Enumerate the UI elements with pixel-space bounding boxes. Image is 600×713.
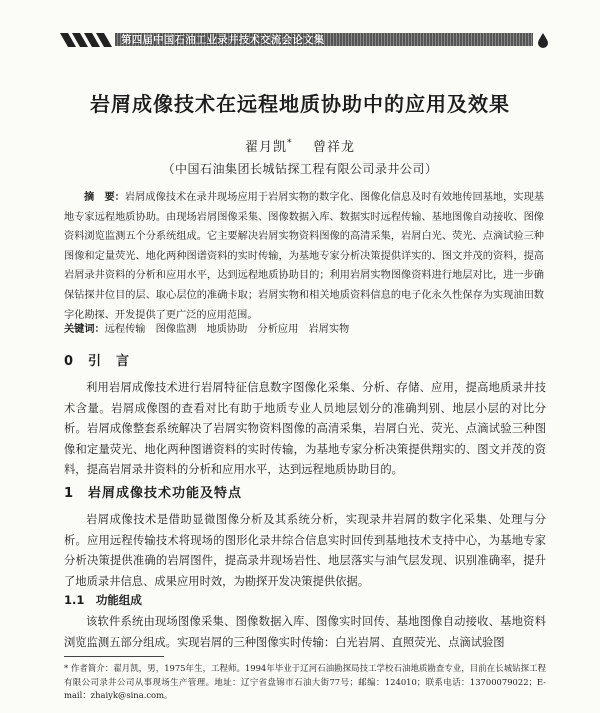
header-slashes-icon [60,33,120,47]
intro-paragraph: 利用岩屑成像技术进行岩屑特征信息数字图像化采集、分析、存储、应用，提高地质录井技术含量。岩屑成像图的查看对比有助于地质专业人员地层划分的准确判别、地层小层的对比分析。岩屑成像整套系统解决了岩屑实物资料图像的高清采集，岩屑白光、荧光、点滴试验三种图像和定量荧光、地化两种图谱资料的实时传输，为基地专家分析决策提供翔实的、图文并茂的资料，提高岩屑录井资料的分析和应用水平，达到远程地质协助目的。 [64,381,546,476]
author-footnote: * 作者简介：翟月凯，男，1975年生，工程师。1994年毕业于辽河石油勘探局技工学校石油地质勘查专业，目前在长城钻探工程有限公司录井公司从事现场生产管理。地址：辽宁省盘锦市石油大街77号；邮编：124010；联系电话：13700079022；E-mail：zhaiyk@sina.com。 [64,663,546,700]
author-name: 翟月凯 [244,140,287,155]
author-footnote-mark: * [286,138,293,149]
abstract-label: 摘 要： [84,192,125,203]
article-title: 岩屑成像技术在远程地质协助中的应用及效果 [90,92,510,116]
section-heading-1: 1 岩屑成像技术功能及特点 [64,486,243,501]
running-title: 第四届中国石油工业录井技术交流会论文集 [121,34,325,46]
section-heading-1-1: 1.1 功能组成 [64,593,142,607]
running-header [0,30,600,48]
footnote-divider [64,656,164,657]
keywords-label: 关键词： [64,324,105,335]
abstract [64,188,544,325]
section-1-paragraph: 岩屑成像技术是借助显微图像分析及其系统分析，实现录井岩屑的数字化采集、处理与分析。应用远程传输技术将现场的图形化录井综合信息实时回传到基地技术支持中心，为基地专家分析决策提供准确的岩屑图件，提高录井现场岩性、地层落实与油气层发现、识别准确率，提升了地质录井信息、成果应用时效，为勘探开发决策提供依据。 [64,513,546,588]
coauthor-name: 曾祥龙 [313,140,356,155]
section-heading-intro: 0 引 言 [64,354,131,369]
oil-drop-icon [536,32,550,48]
abstract-text: 岩屑成像技术在录井现场应用于岩屑实物的数字化、图像化信息及时有效地传回基地，实现基地专家远程地质协助。由现场岩屑图像采集、图像数据入库、数据实时远程传输、基地图像自动接收、图像资料浏览监测五个分系统组成。它主要解决岩屑实物资料图像的高清采集，岩屑白光、荧光、点滴试验三种图像和定量荧光、地化两种图谱资料的实时传输，为基地专家分析决策提供详实的、图文并茂的资料，提高岩屑录井资料的分析和应用水平，达到远程地质协助目的；利用岩屑实物图像资料进行地层对比，进一步确保钻探井位目的层、取心层位的准确卡取；岩屑实物和相关地质资料信息的电子化永久性保存为实现油田数字化勘探、开发提供了更广泛的应用范围。 [64,192,545,321]
author-line [0,136,600,155]
section-1-1-paragraph: 该软件系统由现场图像采集、图像数据入库、图像实时回传、基地图像自动接收、基地资料浏览监测五部分组成。实现岩屑的三种图像实时传输：白光岩屑、直照荧光、点滴试验图 [64,615,546,649]
keywords [64,320,544,335]
header-bar [115,33,533,46]
affiliation: （中国石油集团长城钻探工程有限公司录井公司） [162,162,438,176]
keywords-text: 远程传输 图像监测 地质协助 分析应用 岩屑实物 [104,324,350,335]
